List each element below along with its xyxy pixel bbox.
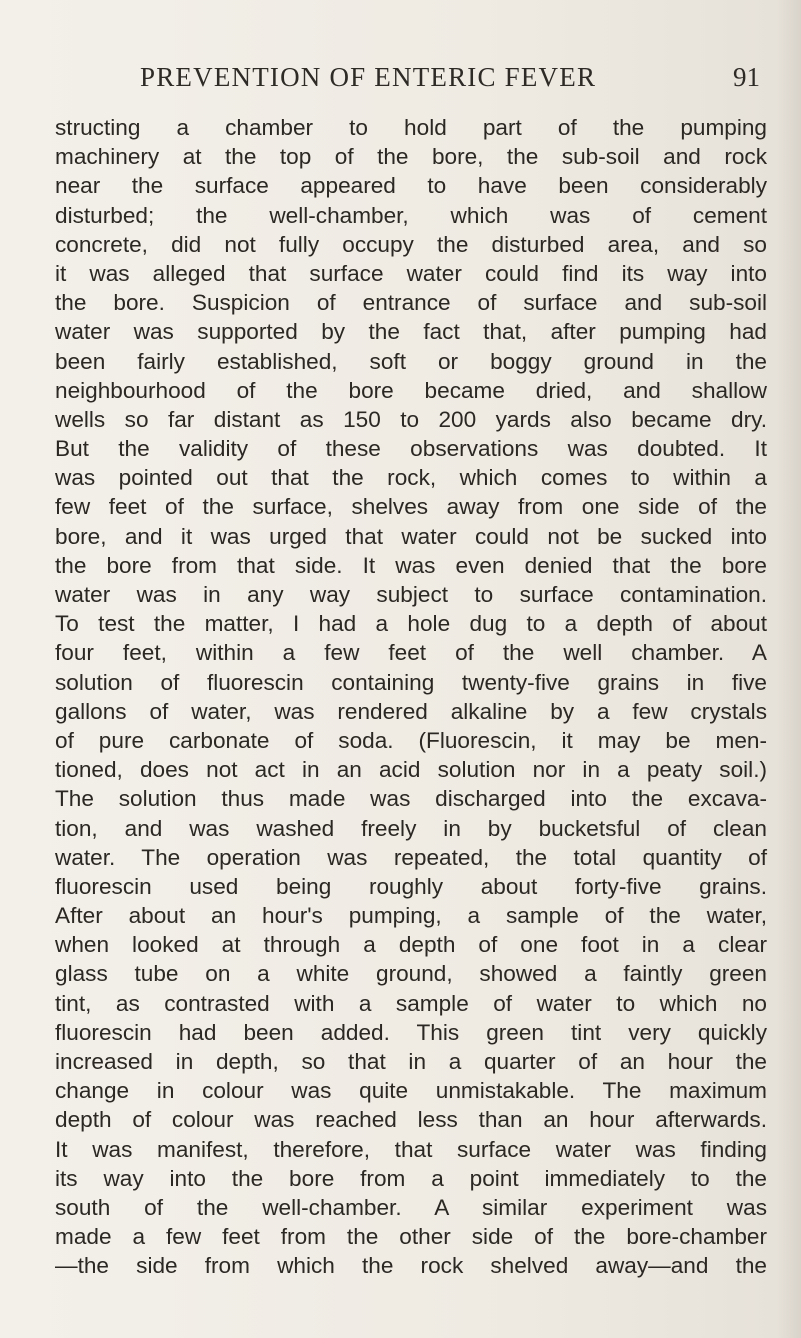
- text-line: fluorescin used being roughly about forty-five grains.: [55, 873, 767, 899]
- text-line: gallons of water, was rendered alkaline by a few crystals: [55, 698, 767, 724]
- text-line: when looked at through a depth of one foot in a clear: [55, 932, 767, 958]
- text-line: tion, and was washed freely in by bucketsful of clean: [55, 815, 767, 841]
- text-line: neighbourhood of the bore became dried, and shallow: [55, 377, 767, 403]
- text-line: made a few feet from the other side of the bore-chamber: [55, 1224, 767, 1250]
- text-line: depth of colour was reached less than an hour afterwards.: [55, 1107, 767, 1133]
- text-line: was pointed out that the rock, which comes to within a: [55, 465, 767, 491]
- text-line: near the surface appeared to have been considerably: [55, 173, 767, 199]
- text-line: wells so far distant as 150 to 200 yards also became dry.: [55, 406, 767, 432]
- text-line: its way into the bore from a point immediately to the: [55, 1165, 767, 1191]
- text-line: been fairly established, soft or boggy ground in the: [55, 348, 767, 374]
- text-line: solution of fluorescin containing twenty-five grains in five: [55, 669, 767, 695]
- text-line: —the side from which the rock shelved away—and the: [55, 1253, 767, 1279]
- page-edge-shadow: [777, 0, 801, 1338]
- text-line: bore, and it was urged that water could not be sucked into: [55, 523, 767, 549]
- text-line: of pure carbonate of soda. (Fluorescin, it may be men-: [55, 727, 767, 753]
- text-line: the bore from that side. It was even denied that the bore: [55, 552, 767, 578]
- body-text: [55, 113, 767, 1281]
- text-line: increased in depth, so that in a quarter of an hour the: [55, 1049, 767, 1074]
- text-line: south of the well-chamber. A similar experiment was: [55, 1194, 767, 1220]
- text-line: disturbed; the well-chamber, which was of cement: [55, 202, 767, 228]
- text-line: tioned, does not act in an acid solution nor in a peaty soil.): [55, 757, 767, 783]
- text-line: fluorescin had been added. This green tint very quickly: [55, 1019, 767, 1045]
- text-line: It was manifest, therefore, that surface water was finding: [55, 1136, 767, 1162]
- text-line: After about an hour's pumping, a sample of the water,: [55, 903, 767, 929]
- text-line: machinery at the top of the bore, the sub-soil and rock: [55, 144, 767, 170]
- text-line: water was in any way subject to surface contamination.: [55, 582, 767, 607]
- text-line: glass tube on a white ground, showed a faintly green: [55, 961, 767, 987]
- text-line: change in colour was quite unmistakable. The maximum: [55, 1078, 767, 1104]
- text-line: concrete, did not fully occupy the disturbed area, and so: [55, 231, 767, 257]
- text-line: But the validity of these observations was doubted. It: [55, 436, 767, 462]
- text-line: few feet of the surface, shelves away from one side of the: [55, 494, 767, 520]
- text-line: tint, as contrasted with a sample of water to which no: [55, 990, 767, 1016]
- text-line: it was alleged that surface water could find its way into: [55, 260, 767, 286]
- page-number: 91: [733, 62, 760, 92]
- running-head: [140, 62, 760, 102]
- text-line: the bore. Suspicion of entrance of surface and sub-soil: [55, 290, 767, 316]
- text-line: structing a chamber to hold part of the pumping: [55, 115, 767, 140]
- text-line: To test the matter, I had a hole dug to a depth of about: [55, 611, 767, 637]
- text-line: four feet, within a few feet of the well chamber. A: [55, 640, 767, 666]
- text-line: water. The operation was repeated, the total quantity of: [55, 844, 767, 870]
- running-head-title: PREVENTION OF ENTERIC FEVER: [140, 62, 597, 92]
- text-line: water was supported by the fact that, after pumping had: [55, 319, 767, 345]
- text-line: The solution thus made was discharged into the excava-: [55, 786, 767, 812]
